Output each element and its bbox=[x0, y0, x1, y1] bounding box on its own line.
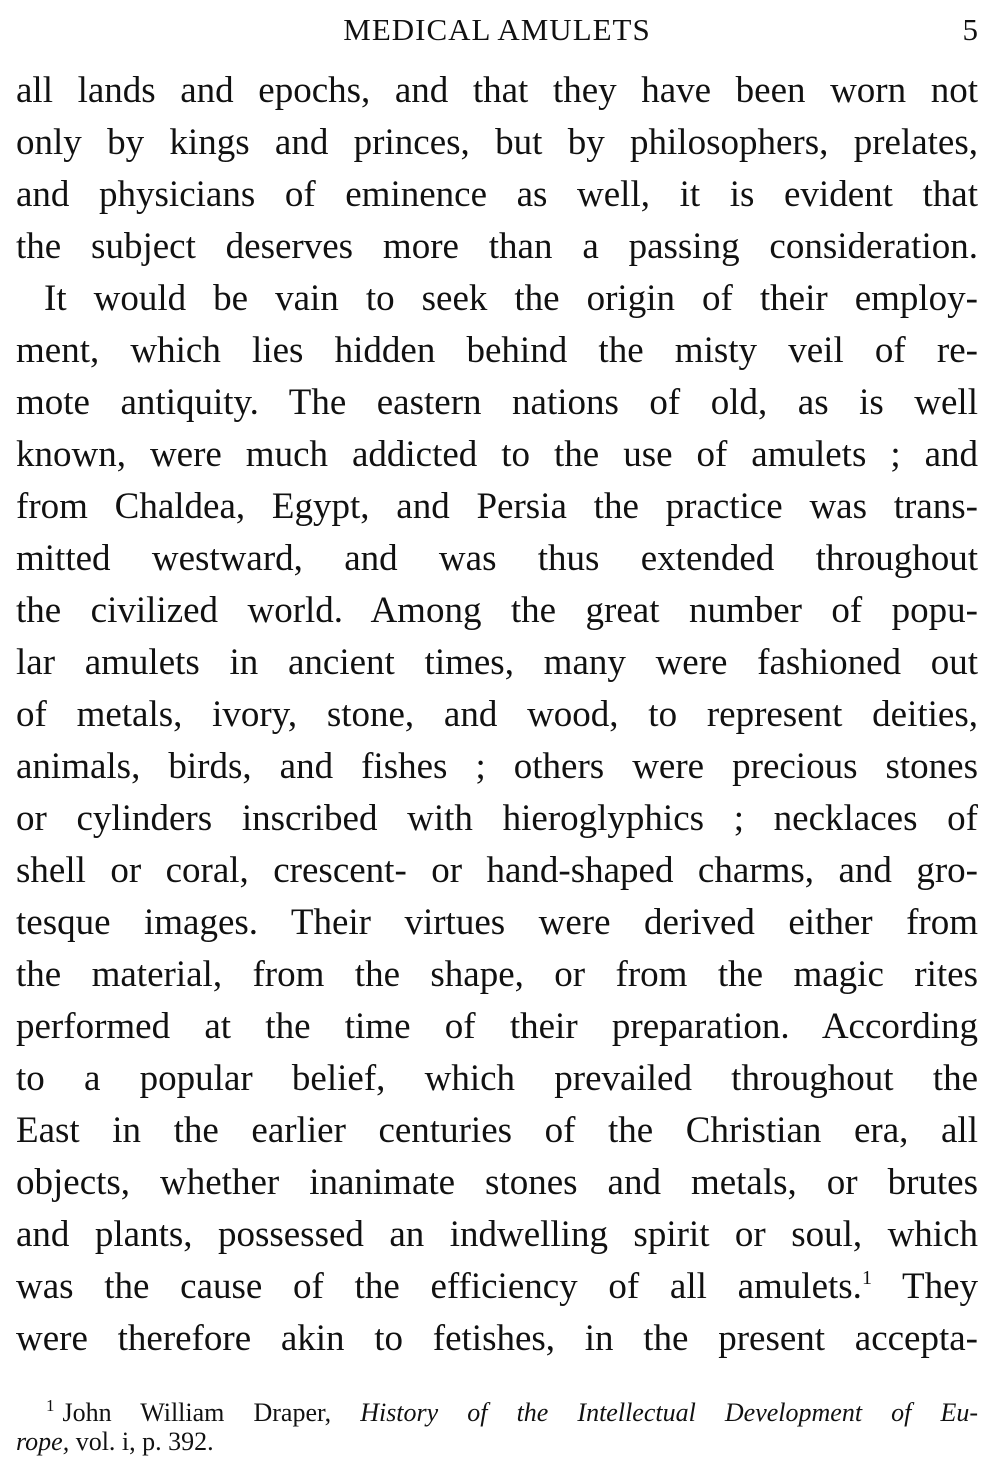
text-line: and physicians of eminence as well, it is evident that bbox=[16, 174, 978, 215]
text-line: mote antiquity. The eastern nations of old, as is well bbox=[16, 382, 978, 423]
text-line: the material, from the shape, or from the magic rites bbox=[16, 954, 978, 995]
text-line: of metals, ivory, stone, and wood, to represent deities, bbox=[16, 694, 978, 735]
footnote-reference: 1 bbox=[861, 1267, 872, 1289]
text-line: all lands and epochs, and that they have been worn not bbox=[16, 70, 978, 111]
text-line: and plants, possessed an indwelling spirit or soul, which bbox=[16, 1214, 978, 1255]
paragraph-start-line: It would be vain to seek the origin of their employ- bbox=[44, 278, 978, 319]
footnote-author: John William Draper, bbox=[62, 1398, 361, 1427]
text-line-segment: was the cause of the efficiency of all amulets. bbox=[16, 1266, 862, 1307]
footnote-marker: 1 bbox=[46, 1396, 55, 1415]
text-line: lar amulets in ancient times, many were fashioned out bbox=[16, 642, 978, 683]
page-number: 5 bbox=[962, 12, 978, 47]
text-line: East in the earlier centuries of the Christian era, all bbox=[16, 1110, 978, 1151]
text-line: objects, whether inanimate stones and metals, or brutes bbox=[16, 1162, 978, 1203]
footnote bbox=[16, 1388, 978, 1460]
text-line: to a popular belief, which prevailed throughout the bbox=[16, 1058, 978, 1099]
text-line: or cylinders inscribed with hieroglyphics ; necklaces of bbox=[16, 798, 978, 839]
text-line: the subject deserves more than a passing consideration. bbox=[16, 226, 978, 267]
footnote-book-title-continued: rope, bbox=[16, 1427, 70, 1456]
text-line: were therefore akin to fetishes, in the present accepta- bbox=[16, 1318, 978, 1359]
body-text bbox=[16, 65, 978, 1365]
footnote-line bbox=[16, 1388, 978, 1427]
running-head bbox=[16, 8, 978, 52]
text-line-segment: They bbox=[871, 1266, 978, 1307]
running-title: MEDICAL AMULETS bbox=[343, 12, 651, 47]
text-line: only by kings and princes, but by philosophers, prelates, bbox=[16, 122, 978, 163]
text-line: from Chaldea, Egypt, and Persia the practice was trans- bbox=[16, 486, 978, 527]
footnote-line bbox=[16, 1424, 978, 1460]
text-line: ment, which lies hidden behind the misty veil of re- bbox=[16, 330, 978, 371]
text-line: animals, birds, and fishes ; others were precious stones bbox=[16, 746, 978, 787]
text-line: performed at the time of their preparation. According bbox=[16, 1006, 978, 1047]
text-line-with-footnote-ref bbox=[16, 1261, 978, 1313]
text-line: mitted westward, and was thus extended throughout bbox=[16, 538, 978, 579]
text-line: known, were much addicted to the use of amulets ; and bbox=[16, 434, 978, 475]
footnote-book-title: History of the Intellectual Development of Eu- bbox=[360, 1398, 978, 1427]
footnote-citation: vol. i, p. 392. bbox=[69, 1427, 214, 1456]
text-line: tesque images. Their virtues were derived either from bbox=[16, 902, 978, 943]
text-line: the civilized world. Among the great number of popu- bbox=[16, 590, 978, 631]
text-line: shell or coral, crescent- or hand-shaped charms, and gro- bbox=[16, 850, 978, 891]
